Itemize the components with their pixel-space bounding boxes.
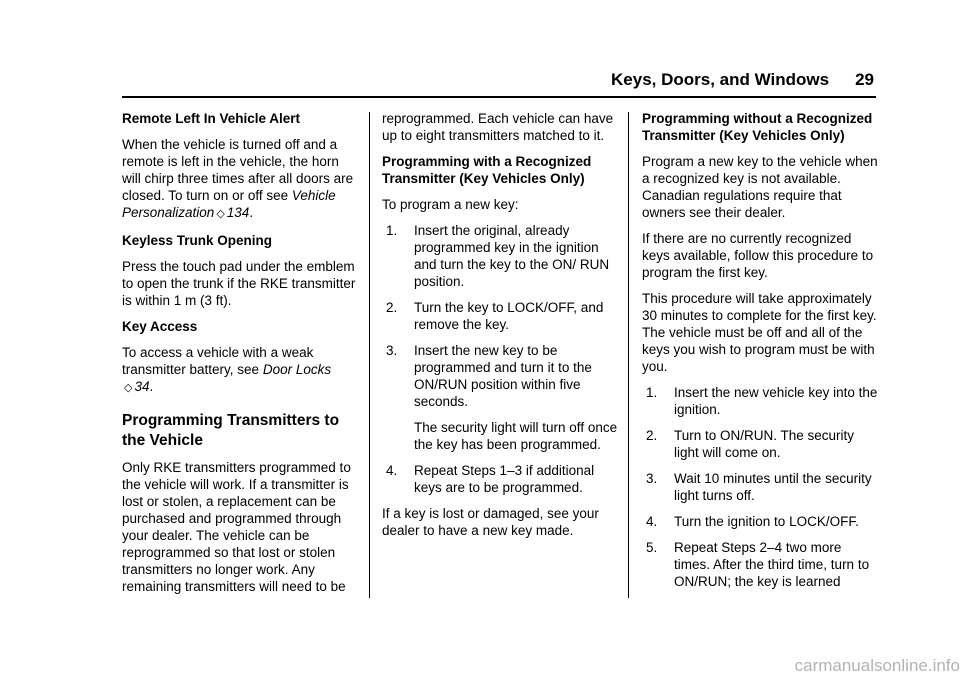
- heading-without-recognized: Programming without a Recognized Transmitter (Key Vehicles Only): [642, 111, 873, 143]
- paragraph-intro: To program a new key:: [382, 197, 519, 212]
- chapter-title: Keys, Doors, and Windows: [611, 70, 830, 89]
- column-3: [642, 110, 878, 599]
- link-door-locks[interactable]: Door Locks ◇ 34: [124, 362, 332, 394]
- column-divider-2: [628, 112, 629, 598]
- heading-keyless-trunk: Keyless Trunk Opening: [122, 233, 273, 248]
- link-vehicle-personalization[interactable]: Vehicle Personalization ◇ 134: [122, 188, 336, 220]
- steps-list-recognized: [382, 222, 620, 496]
- paragraph-programming: Only RKE transmitters programmed to the vehicle will work. If a transmitter is lost or stolen, a replacement can be purchased and programmed through your dealer. The vehicle can be reprogrammed so that lost or stolen transmitters no longer work. Any remaining transmitters will need to be: [122, 460, 351, 594]
- watermark: carmanualsonline.info: [794, 656, 960, 675]
- list-item: 1. Insert the original, already programmed key in the ignition and turn the key to the ON/ RUN position.: [386, 223, 610, 289]
- page-header: [611, 70, 874, 90]
- page-ref-arrow-icon: ◇: [216, 208, 225, 220]
- heading-remote-left-alert: Remote Left In Vehicle Alert: [122, 111, 301, 126]
- header-rule: [122, 96, 876, 98]
- paragraph-without-3: This procedure will take approximately 30 minutes to complete for the first key. The vehicle must be off and all of the keys you wish to program must be with you.: [642, 291, 877, 374]
- paragraph-lost-key: If a key is lost or damaged, see your dealer to have a new key made.: [382, 506, 599, 538]
- paragraph-continued: reprogrammed. Each vehicle can have up to eight transmitters matched to it.: [382, 111, 614, 143]
- list-item: 2. Turn to ON/RUN. The security light will come on.: [646, 428, 855, 460]
- list-item: 4. Repeat Steps 1–3 if additional keys are to be programmed.: [386, 463, 595, 495]
- list-item: 3. Insert the new key to be programmed and turn it to the ON/RUN position within five seconds. The security light will turn off once the key has been programmed.: [382, 342, 620, 453]
- paragraph-without-2: If there are no currently recognized keys available, follow this procedure to program the first key.: [642, 231, 874, 280]
- paragraph-keyless-trunk: Press the touch pad under the emblem to open the trunk if the RKE transmitter is within 1 m (3 ft).: [122, 259, 356, 308]
- heading-with-recognized: Programming with a Recognized Transmitter (Key Vehicles Only): [382, 154, 592, 186]
- section-title: Programming Transmitters to the Vehicle: [122, 412, 340, 449]
- list-item: 4. Turn the ignition to LOCK/OFF.: [646, 514, 859, 529]
- column-1: [122, 110, 358, 604]
- column-divider-1: [369, 112, 370, 598]
- paragraph-key-access: To access a vehicle with a weak transmitter battery, see Door Locks ◇ 34.: [122, 345, 332, 394]
- page-number: 29: [855, 70, 874, 89]
- heading-key-access: Key Access: [122, 319, 198, 334]
- paragraph-remote-left-alert: When the vehicle is turned off and a remote is left in the vehicle, the horn will chirp three times after all doors are closed. To turn on or off see Vehicle Personalization ◇ 134.: [122, 137, 354, 220]
- column-2: [382, 110, 620, 548]
- page-ref-arrow-icon: ◇: [124, 382, 133, 394]
- list-item: 3. Wait 10 minutes until the security light turns off.: [646, 471, 872, 503]
- list-item: 2. Turn the key to LOCK/OFF, and remove the key.: [386, 300, 604, 332]
- list-item: 1. Insert the new vehicle key into the ignition.: [646, 385, 878, 417]
- steps-list-without: [642, 384, 878, 590]
- paragraph-without-1: Program a new key to the vehicle when a recognized key is not available. Canadian regulations require that owners see their dealer.: [642, 154, 878, 220]
- list-item: 5. Repeat Steps 2–4 two more times. After the third time, turn to ON/RUN; the key is learned: [646, 540, 870, 589]
- step-continuation: The security light will turn off once the key has been programmed.: [414, 420, 618, 452]
